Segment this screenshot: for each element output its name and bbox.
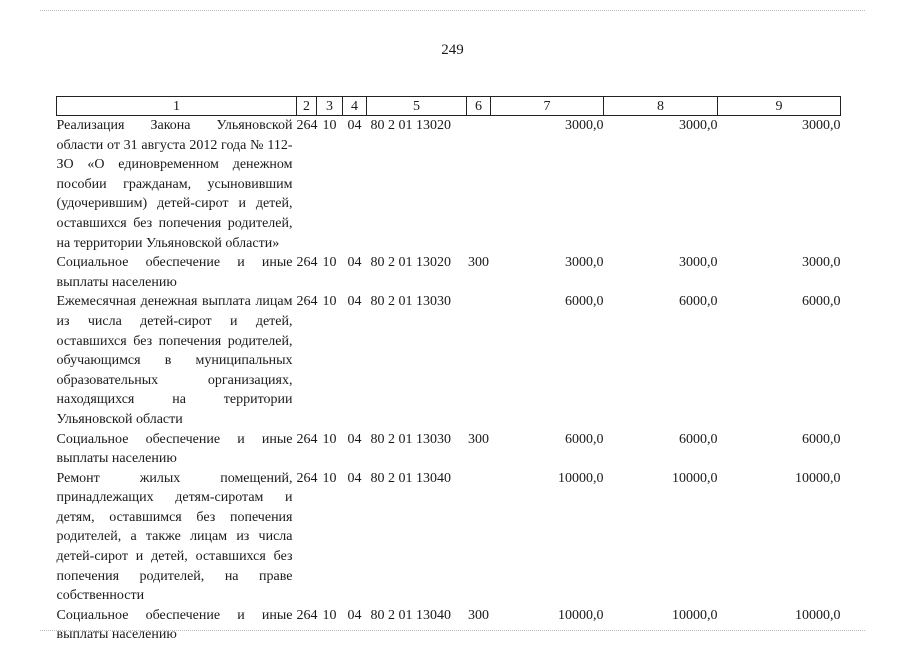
header-row <box>57 97 841 116</box>
header-col-5: 5 <box>367 97 467 116</box>
table-row <box>57 292 841 429</box>
cell-col-7: 3000,0 <box>491 253 604 292</box>
cell-col-3: 10 <box>317 606 343 645</box>
cell-col-3: 10 <box>317 469 343 606</box>
cell-col-4: 04 <box>343 116 367 254</box>
cell-col-8: 3000,0 <box>604 253 718 292</box>
cell-col-5: 80 2 01 13020 <box>367 116 467 254</box>
cell-col-5: 80 2 01 13040 <box>367 606 467 645</box>
cell-col-5: 80 2 01 13030 <box>367 430 467 469</box>
cell-col-2: 264 <box>297 116 317 254</box>
table-row <box>57 469 841 606</box>
header-col-4: 4 <box>343 97 367 116</box>
cell-col-9: 6000,0 <box>718 430 841 469</box>
cell-col-6 <box>467 116 491 254</box>
header-col-3: 3 <box>317 97 343 116</box>
cell-col-3: 10 <box>317 430 343 469</box>
cell-col-8: 10000,0 <box>604 469 718 606</box>
cell-col-6: 300 <box>467 430 491 469</box>
header-col-8: 8 <box>604 97 718 116</box>
cell-col-2: 264 <box>297 430 317 469</box>
table-body <box>57 116 841 645</box>
cell-col-8: 3000,0 <box>604 116 718 254</box>
cell-col-2: 264 <box>297 606 317 645</box>
table-row <box>57 430 841 469</box>
budget-table <box>56 96 841 645</box>
cell-col-4: 04 <box>343 469 367 606</box>
cell-col-6 <box>467 469 491 606</box>
cell-col-9: 10000,0 <box>718 606 841 645</box>
scan-artifact-bottom <box>40 630 865 632</box>
header-col-2: 2 <box>297 97 317 116</box>
cell-col-2: 264 <box>297 292 317 429</box>
cell-col-3: 10 <box>317 116 343 254</box>
cell-col-4: 04 <box>343 606 367 645</box>
cell-col-5: 80 2 01 13040 <box>367 469 467 606</box>
cell-col-7: 10000,0 <box>491 469 604 606</box>
cell-col-9: 10000,0 <box>718 469 841 606</box>
cell-col-7: 6000,0 <box>491 292 604 429</box>
table-row <box>57 116 841 254</box>
table-row <box>57 253 841 292</box>
cell-col-4: 04 <box>343 292 367 429</box>
cell-col-7: 6000,0 <box>491 430 604 469</box>
cell-col-7: 10000,0 <box>491 606 604 645</box>
cell-col-9: 6000,0 <box>718 292 841 429</box>
cell-col-8: 6000,0 <box>604 430 718 469</box>
cell-col-6: 300 <box>467 253 491 292</box>
row-name: Социальное обеспечение и иные выплаты населению <box>57 253 297 292</box>
cell-col-5: 80 2 01 13030 <box>367 292 467 429</box>
row-name: Социальное обеспечение и иные выплаты населению <box>57 606 297 645</box>
cell-col-9: 3000,0 <box>718 253 841 292</box>
header-col-7: 7 <box>491 97 604 116</box>
header-col-1: 1 <box>57 97 297 116</box>
table-header <box>57 97 841 116</box>
cell-col-3: 10 <box>317 292 343 429</box>
cell-col-6 <box>467 292 491 429</box>
scan-artifact-top <box>40 10 865 12</box>
row-name: Ремонт жилых помещений, принадлежащих детям-сиротам и детям, оставшимся без попечения родителей, а также лицам из числа детей-сирот и детей, оставшихся без попечения родителей, на праве собственности <box>57 469 297 606</box>
row-name: Ежемесячная денежная выплата лицам из числа детей-сирот и детей, оставшихся без попечения родителей, обучающимся в муниципальных образовательных организациях, находящихся на территории Ульяновской области <box>57 292 297 429</box>
cell-col-8: 10000,0 <box>604 606 718 645</box>
cell-col-7: 3000,0 <box>491 116 604 254</box>
header-col-9: 9 <box>718 97 841 116</box>
row-name: Социальное обеспечение и иные выплаты населению <box>57 430 297 469</box>
cell-col-8: 6000,0 <box>604 292 718 429</box>
cell-col-4: 04 <box>343 253 367 292</box>
cell-col-9: 3000,0 <box>718 116 841 254</box>
cell-col-2: 264 <box>297 469 317 606</box>
header-col-6: 6 <box>467 97 491 116</box>
page-number: 249 <box>0 42 905 59</box>
row-name: Реализация Закона Ульяновской области от 31 августа 2012 года № 112-ЗО «О единовременном денежном пособии гражданам, усыновившим (удочерившим) детей-сирот и детей, оставшихся без попечения родителей, на территории Ульяновской области» <box>57 116 297 254</box>
table-row <box>57 606 841 645</box>
cell-col-4: 04 <box>343 430 367 469</box>
cell-col-6: 300 <box>467 606 491 645</box>
cell-col-2: 264 <box>297 253 317 292</box>
cell-col-5: 80 2 01 13020 <box>367 253 467 292</box>
cell-col-3: 10 <box>317 253 343 292</box>
